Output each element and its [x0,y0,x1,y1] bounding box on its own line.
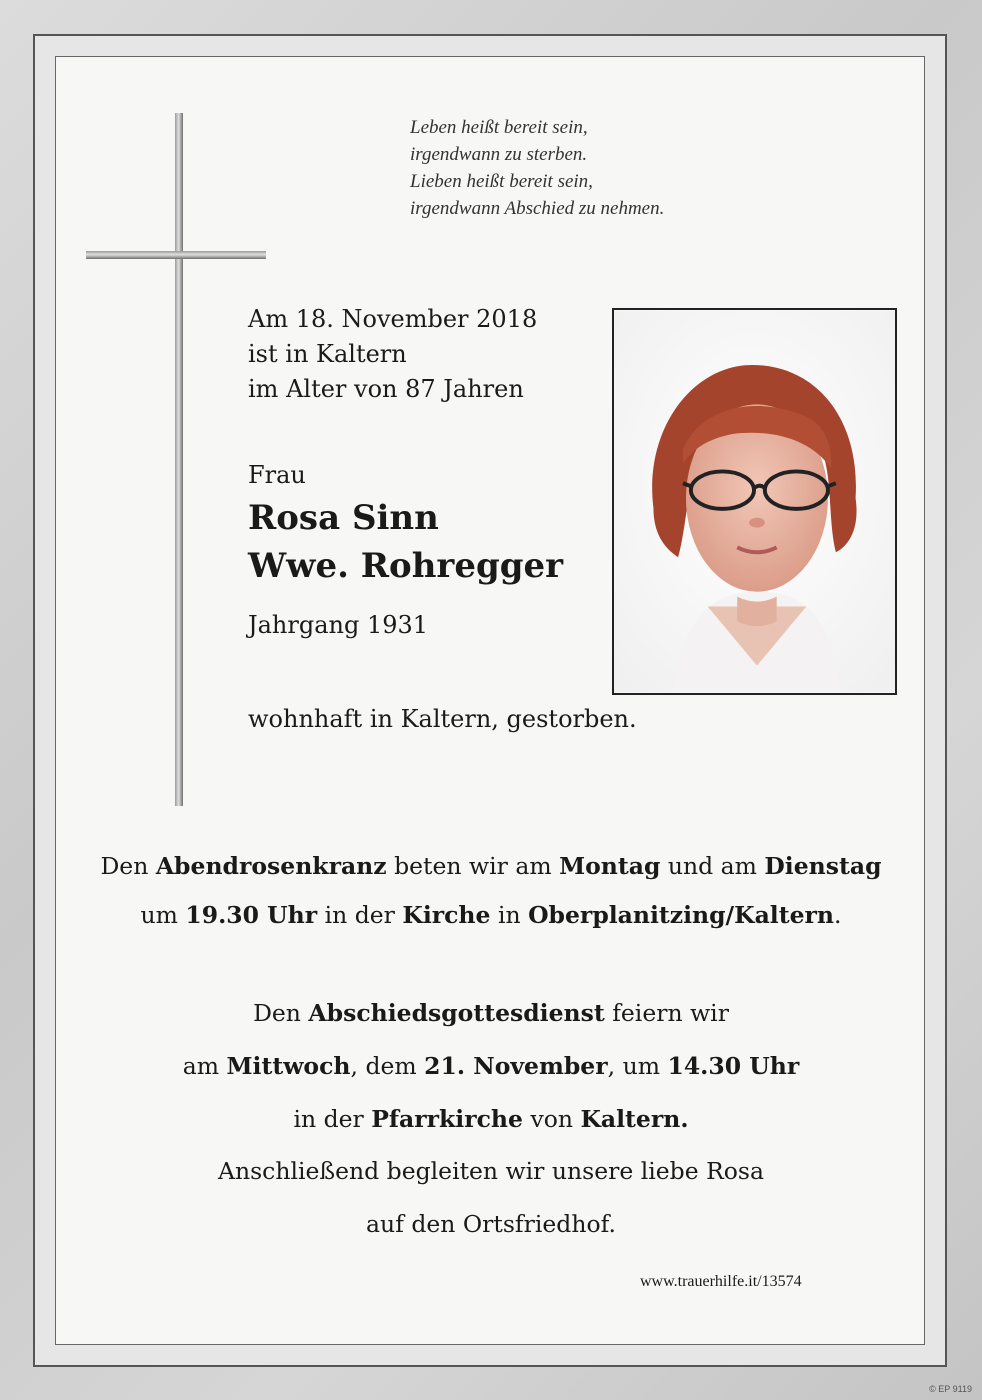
text-bold: Abschiedsgottesdienst [308,999,605,1027]
portrait-icon [614,310,895,693]
text-bold: Mittwoch [226,1052,351,1080]
honorific: Frau [248,461,306,489]
rosary-line-1 [60,852,922,880]
text: in der [293,1105,372,1133]
card [55,56,925,1345]
cross-vertical-bar [175,113,183,806]
text-bold: Montag [559,852,661,880]
service-line-2 [60,1052,922,1080]
text-bold: 19.30 Uhr [185,901,318,929]
text: Den [253,999,309,1027]
deceased-name [248,494,563,590]
text: am [182,1052,227,1080]
intro-line: ist in Kaltern [248,340,407,368]
intro-text [248,302,608,407]
poem-line: irgendwann zu sterben. [410,144,588,165]
text: , um [607,1052,668,1080]
poem [410,114,770,222]
service-line-4: Anschließend begleiten wir unsere liebe Rosa [218,1157,764,1185]
name-line: Rosa Sinn [248,498,439,538]
text: . [834,901,842,929]
text: von [522,1105,581,1133]
portrait-photo [612,308,897,695]
text: in der [317,901,403,929]
text: feiern wir [604,999,729,1027]
text: , dem [350,1052,425,1080]
text: Den [100,852,156,880]
text: in [490,901,529,929]
birth-year: Jahrgang 1931 [248,611,429,639]
intro-line: im Alter von 87 Jahren [248,375,524,403]
text-bold: Dienstag [764,852,882,880]
text: und am [660,852,765,880]
poem-line: Lieben heißt bereit sein, [410,171,593,192]
text-bold: Abendrosenkranz [155,852,387,880]
text: um [140,901,186,929]
text-bold: 21. November [424,1052,608,1080]
website-link[interactable]: www.trauerhilfe.it/13574 [640,1273,802,1290]
name-line: Wwe. Rohregger [248,546,564,586]
intro-line: Am 18. November 2018 [248,305,538,333]
text: beten wir am [386,852,560,880]
print-code: © EP 9119 [929,1384,972,1394]
service-line-1 [60,999,922,1027]
service-line-3 [60,1105,922,1133]
text-bold: 14.30 Uhr [667,1052,800,1080]
text-bold: Pfarrkirche [371,1105,523,1133]
poem-line: Leben heißt bereit sein, [410,117,588,138]
residence-text: wohnhaft in Kaltern, gestorben. [248,705,637,733]
service-line-5: auf den Ortsfriedhof. [366,1210,616,1238]
cross-horizontal-bar [86,251,266,259]
text-bold: Kaltern. [580,1105,689,1133]
text-bold: Kirche [402,901,491,929]
poem-line: irgendwann Abschied zu nehmen. [410,198,665,219]
text-bold: Oberplanitzing/Kaltern [528,901,834,929]
rosary-line-2 [60,901,922,929]
